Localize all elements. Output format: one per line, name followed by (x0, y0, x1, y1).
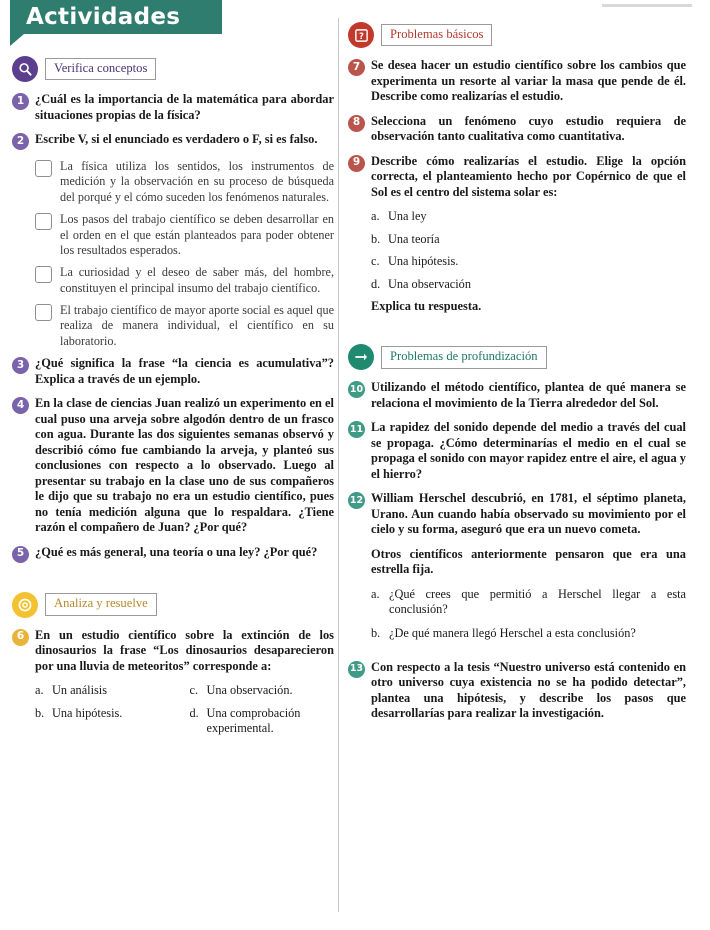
statement-row (35, 212, 334, 258)
option-letter: a. (35, 683, 44, 698)
svg-text:?: ? (358, 30, 364, 41)
question-text: ¿Qué significa la frase “la ciencia es acumulativa”? Explica a través de un ejemplo. (35, 356, 334, 386)
section-label-basicos: Problemas básicos (381, 24, 492, 47)
option-text: ¿De qué manera llegó Herschel a esta conclusión? (389, 625, 636, 640)
statement-row (35, 159, 334, 205)
option-text: Una hipótesis. (388, 254, 459, 269)
question-number: 8 (348, 115, 365, 132)
page-title-banner (10, 0, 222, 34)
section-label-profundizacion: Problemas de profundización (381, 346, 547, 369)
question-number: 11 (348, 421, 365, 438)
question-number: 4 (12, 397, 29, 414)
option-text: Un análisis (52, 683, 107, 698)
banner-tail-decoration (10, 34, 24, 46)
question-text: Escribe V, si el enunciado es verdadero o F, si es falso. (35, 132, 318, 146)
option-letter: c. (189, 683, 199, 698)
question-text: La rapidez del sonido depende del medio a través del cual se propaga. ¿Cómo determinarías el medio en el cual se propaga el sonido con mayor rapidez entre el aire, el agua y el hierro? (371, 420, 686, 481)
question-text: Utilizando el método científico, plantea de qué manera se relaciona el movimiento de la Tierra alrededor del Sol. (371, 380, 686, 410)
option-item[interactable] (35, 683, 180, 699)
magnifier-icon (12, 56, 38, 82)
statement-text: La curiosidad y el deseo de saber más, del hombre, constituyen el principal insumo del trabajo científico. (60, 265, 334, 295)
option-letter: d. (189, 705, 199, 720)
question-6-options (35, 683, 334, 744)
option-letter: a. (371, 209, 380, 223)
question-text: Selecciona un fenómeno cuyo estudio requiera de observación tanto cualitativa como cuantitativa. (371, 113, 686, 143)
arrow-right-icon (348, 344, 374, 370)
statement-row (35, 303, 334, 349)
gear-icon (12, 592, 38, 618)
section-label-analiza: Analiza y resuelve (45, 593, 157, 616)
option-letter: b. (35, 705, 45, 720)
option-item[interactable] (371, 232, 686, 248)
option-item[interactable] (190, 706, 335, 737)
question-number: 5 (12, 546, 29, 563)
question-2 (12, 132, 334, 150)
option-text: Una observación (388, 276, 471, 291)
option-text: Una teoría (388, 231, 440, 246)
question-1 (12, 92, 334, 123)
section-problemas-basicos (348, 22, 686, 48)
question-9-options (371, 209, 686, 292)
statement-text: El trabajo científico de mayor aporte social es aquel que realiza de manera individual, el científico en su laboratorio. (60, 303, 334, 348)
option-text: Una comprobación experimental. (206, 705, 301, 736)
question-text: Describe cómo realizarías el estudio. Elige la opción correcta, el planteamiento hecho por Copérnico de que el Sol es el centro del sistema solar es: (371, 153, 686, 199)
question-12-paragraph: Otros científicos anteriormente pensaron que era una estrella fija. (371, 546, 686, 577)
question-number: 2 (12, 133, 29, 150)
question-13 (348, 660, 686, 722)
column-divider (338, 18, 339, 912)
question-number: 7 (348, 59, 365, 76)
option-text: Una observación. (206, 683, 293, 698)
option-letter: c. (371, 254, 380, 269)
option-letter: d. (371, 276, 381, 291)
section-label-verifica: Verifica conceptos (45, 58, 156, 81)
question-number: 1 (12, 93, 29, 110)
checkbox[interactable] (35, 160, 52, 177)
question-5 (12, 545, 334, 563)
question-number: 6 (12, 629, 29, 646)
question-10 (348, 380, 686, 411)
question-number: 12 (348, 492, 365, 509)
question-9-followup: Explica tu respuesta. (371, 299, 482, 314)
question-text: Se desea hacer un estudio científico sobre los cambios que experimenta un resorte al variar la masa que pende de él. Describe como realizarías el estudio. (371, 58, 686, 103)
question-4 (12, 396, 334, 536)
option-item[interactable] (371, 254, 686, 270)
question-text: ¿Cuál es la importancia de la matemática para abordar situaciones propias de la física? (35, 92, 334, 122)
question-9 (348, 154, 686, 201)
question-number: 9 (348, 155, 365, 172)
option-letter: a. (371, 586, 380, 601)
option-letter: b. (371, 231, 381, 246)
question-8 (348, 114, 686, 145)
option-item[interactable] (371, 209, 686, 225)
option-item[interactable] (371, 587, 686, 618)
question-text: William Herschel descubrió, en 1781, el séptimo planeta, Urano. Aun cuando había observado su movimiento por el cielo y su forma, aseguró que era un nuevo cometa. (371, 491, 686, 537)
question-text: En la clase de ciencias Juan realizó un experimento en el cual puso una arveja sobre algodón dentro de un frasco con agua. Durante las dos siguientes semanas observó y describió cómo fue cambiando la arveja, y planteó sus conclusiones con respecto a lo observado. Luego al presentar su trabajo en la clase uno de sus compañeros le dijo que su trabajo no era un estudio científico, pues no tenía medición alguna que lo respaldara. ¿Tiene razón el compañero de Juan? ¿Por qué? (35, 396, 334, 535)
question-11 (348, 420, 686, 482)
option-text: Una ley (388, 209, 427, 223)
question-text: En un estudio científico sobre la extinción de los dinosaurios la frase “Los dinosaurios desaparecieron por una lluvia de meteoritos” corresponde a: (35, 627, 334, 673)
left-column (12, 0, 334, 744)
right-column (348, 0, 686, 731)
statement-text: Los pasos del trabajo científico se deben desarrollar en el orden en el que están planteados para poder obtener los resultados esperados. (60, 212, 334, 257)
question-3 (12, 356, 334, 387)
option-letter: b. (371, 625, 381, 640)
question-12 (348, 491, 686, 538)
section-problemas-profundizacion (348, 344, 686, 370)
option-item[interactable] (371, 626, 686, 642)
option-item[interactable] (35, 706, 180, 722)
checkbox[interactable] (35, 304, 52, 321)
question-box-icon (348, 22, 374, 48)
option-text: ¿Qué crees que permitió a Herschel llegar a esta conclusión? (389, 586, 686, 617)
checkbox[interactable] (35, 213, 52, 230)
section-analiza-y-resuelve (12, 592, 334, 618)
question-number: 3 (12, 357, 29, 374)
checkbox[interactable] (35, 266, 52, 283)
question-7 (348, 58, 686, 105)
question-number: 10 (348, 381, 365, 398)
page-title: Actividades (26, 4, 181, 30)
option-text: Una hipótesis. (52, 705, 123, 720)
statement-text: La física utiliza los sentidos, los instrumentos de medición y la observación en su proceso de búsqueda del porqué y el cómo suceden los fenómenos naturales. (60, 159, 334, 204)
question-number: 13 (348, 661, 365, 678)
question-6 (12, 628, 334, 675)
statement-row (35, 265, 334, 296)
option-item[interactable] (371, 277, 686, 293)
question-text: Con respecto a la tesis “Nuestro universo está contenido en otro universo cuya existencia no se ha podido detectar”, plantea una hipótesis, y describe los pasos que desarrollarías para realizar la investigación. (371, 659, 686, 721)
section-verifica-conceptos (12, 56, 334, 82)
question-text: ¿Qué es más general, una teoría o una ley? ¿Por qué? (35, 544, 318, 559)
option-item[interactable] (190, 683, 335, 699)
